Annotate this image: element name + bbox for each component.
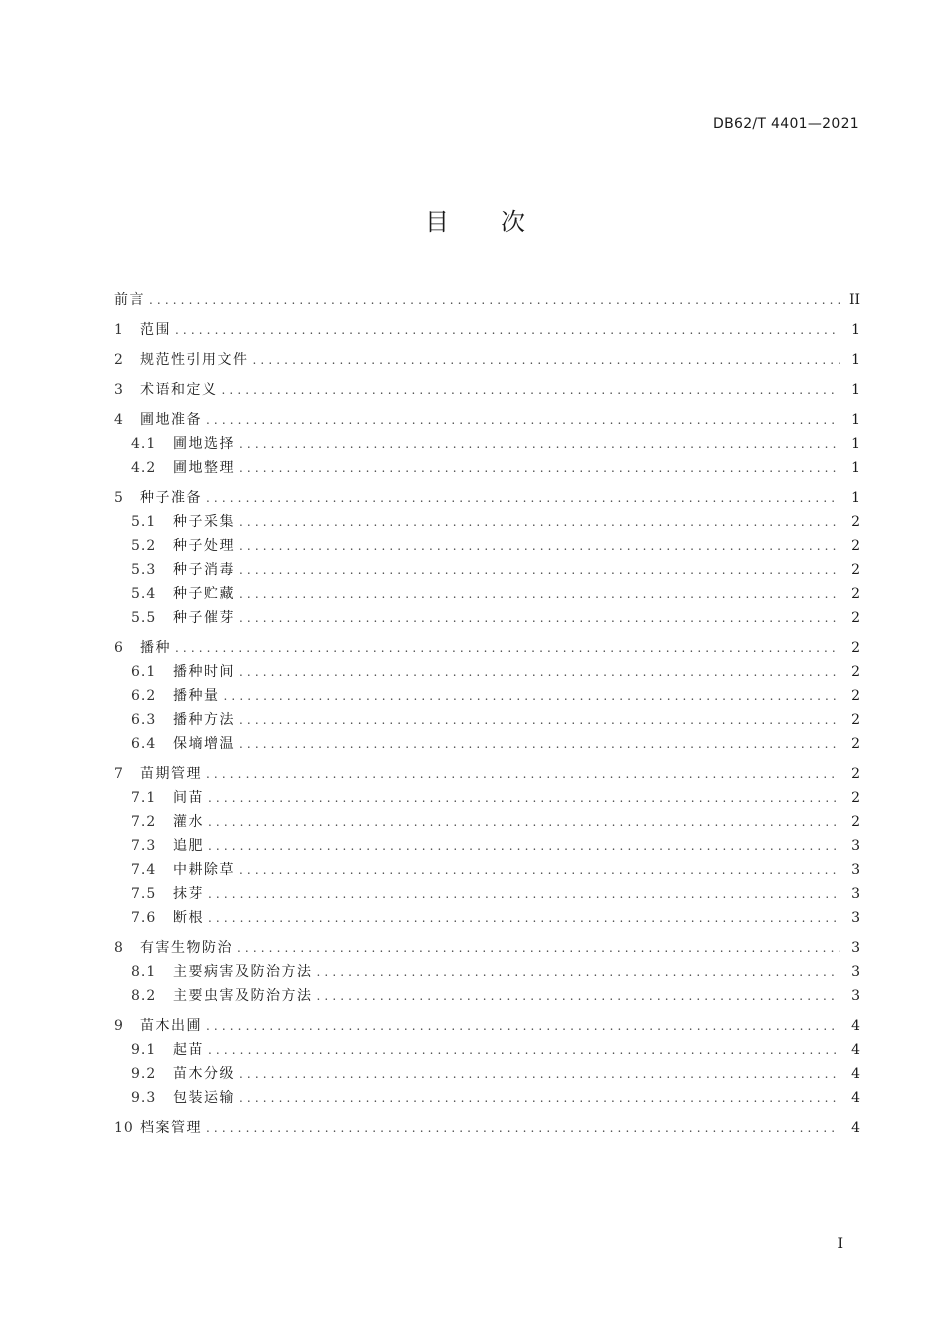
toc-dot-leader <box>239 708 840 732</box>
toc-dot-leader <box>239 858 840 882</box>
toc-entry-label: 种子准备 <box>140 490 202 506</box>
toc-entry-page: II <box>848 292 860 308</box>
toc-entry-number: 5.4 <box>131 586 157 602</box>
toc-dot-leader <box>239 660 840 684</box>
toc-dot-leader <box>175 636 840 660</box>
toc-entry-number: 4 <box>114 412 124 428</box>
toc-entry[interactable] <box>114 1062 860 1086</box>
toc-entry-page: 3 <box>851 838 860 854</box>
toc-entry[interactable] <box>114 660 860 684</box>
toc-entry[interactable] <box>114 684 860 708</box>
toc-entry-number: 10 <box>114 1120 134 1136</box>
toc-entry-number: 7.3 <box>131 838 157 854</box>
toc-entry-number: 7.4 <box>131 862 157 878</box>
toc-entry-label: 规范性引用文件 <box>140 352 249 368</box>
toc-entry[interactable] <box>114 1116 860 1140</box>
toc-entry-number: 8.1 <box>131 964 157 980</box>
toc-entry-number: 6.3 <box>131 712 157 728</box>
toc-entry-page: 2 <box>851 514 860 530</box>
document-code: DB62/T 4401—2021 <box>713 116 859 132</box>
toc-entry-page: 2 <box>851 586 860 602</box>
toc-entry-page: 2 <box>851 814 860 830</box>
toc-entry[interactable] <box>114 834 860 858</box>
toc-entry-label: 包装运输 <box>173 1090 235 1106</box>
toc-entry-page: 1 <box>851 460 860 476</box>
toc-entry-page: 3 <box>851 886 860 902</box>
toc-entry-label: 间苗 <box>173 790 204 806</box>
toc-entry-number: 6.4 <box>131 736 157 752</box>
toc-entry-page: 2 <box>851 712 860 728</box>
toc-entry[interactable] <box>114 936 860 960</box>
toc-entry-label: 种子处理 <box>173 538 235 554</box>
toc-entry-number: 5.5 <box>131 610 157 626</box>
table-of-contents <box>114 288 860 1140</box>
toc-entry-number: 7.5 <box>131 886 157 902</box>
toc-entry-label: 种子采集 <box>173 514 235 530</box>
toc-dot-leader <box>239 456 840 480</box>
toc-entry[interactable] <box>114 858 860 882</box>
toc-entry[interactable] <box>114 732 860 756</box>
toc-entry-page: 3 <box>851 988 860 1004</box>
toc-entry-number: 9.1 <box>131 1042 157 1058</box>
toc-entry[interactable] <box>114 606 860 630</box>
toc-entry-label: 灌水 <box>173 814 204 830</box>
toc-entry[interactable] <box>114 1038 860 1062</box>
toc-entry-page: 4 <box>851 1018 860 1034</box>
toc-entry[interactable] <box>114 456 860 480</box>
toc-entry-number: 8.2 <box>131 988 157 1004</box>
toc-entry-page: 2 <box>851 688 860 704</box>
toc-dot-leader <box>208 810 840 834</box>
toc-entry-label: 苗木分级 <box>173 1066 235 1082</box>
toc-dot-leader <box>206 1014 840 1038</box>
toc-entry[interactable] <box>114 510 860 534</box>
toc-entry-page: 2 <box>851 610 860 626</box>
toc-entry-number: 9.3 <box>131 1090 157 1106</box>
toc-entry-page: 3 <box>851 964 860 980</box>
toc-entry[interactable] <box>114 432 860 456</box>
toc-entry-page: 2 <box>851 664 860 680</box>
toc-dot-leader <box>239 432 840 456</box>
toc-entry-page: 1 <box>851 436 860 452</box>
toc-entry-label: 播种时间 <box>173 664 235 680</box>
toc-entry[interactable] <box>114 288 860 312</box>
toc-entry[interactable] <box>114 984 860 1008</box>
toc-entry-number: 8 <box>114 940 124 956</box>
toc-entry-number: 6.2 <box>131 688 157 704</box>
toc-entry-label: 圃地整理 <box>173 460 235 476</box>
toc-entry-label: 种子消毒 <box>173 562 235 578</box>
page-title: 目次 <box>425 208 577 236</box>
toc-dot-leader <box>239 534 840 558</box>
toc-dot-leader <box>253 348 841 372</box>
toc-entry-page: 4 <box>851 1090 860 1106</box>
toc-dot-leader <box>317 984 841 1008</box>
toc-dot-leader <box>206 762 840 786</box>
toc-entry-page: 2 <box>851 736 860 752</box>
toc-entry-page: 2 <box>851 766 860 782</box>
toc-entry-page: 1 <box>851 412 860 428</box>
toc-entry[interactable] <box>114 906 860 930</box>
toc-entry-page: 1 <box>851 382 860 398</box>
toc-entry-page: 2 <box>851 562 860 578</box>
toc-dot-leader <box>222 378 841 402</box>
toc-dot-leader <box>206 408 840 432</box>
toc-entry-page: 1 <box>851 322 860 338</box>
toc-dot-leader <box>317 960 841 984</box>
toc-entry[interactable] <box>114 1086 860 1110</box>
toc-entry-number: 7 <box>114 766 124 782</box>
toc-dot-leader <box>224 684 841 708</box>
toc-entry[interactable] <box>114 582 860 606</box>
toc-entry-label: 有害生物防治 <box>140 940 233 956</box>
toc-entry-number: 5 <box>114 490 124 506</box>
toc-entry-number: 5.2 <box>131 538 157 554</box>
toc-entry-label: 主要病害及防治方法 <box>173 964 313 980</box>
toc-entry-label: 起苗 <box>173 1042 204 1058</box>
toc-dot-leader <box>208 834 840 858</box>
toc-dot-leader <box>208 906 840 930</box>
toc-entry-label: 断根 <box>173 910 204 926</box>
toc-dot-leader <box>208 786 840 810</box>
toc-entry[interactable] <box>114 708 860 732</box>
toc-entry-label: 苗期管理 <box>140 766 202 782</box>
toc-entry[interactable] <box>114 1014 860 1038</box>
toc-entry-label: 苗木出圃 <box>140 1018 202 1034</box>
toc-entry-label: 范围 <box>140 322 171 338</box>
toc-entry-label: 圃地准备 <box>140 412 202 428</box>
toc-entry-page: 3 <box>851 940 860 956</box>
toc-entry-page: 4 <box>851 1066 860 1082</box>
toc-entry[interactable] <box>114 762 860 786</box>
toc-entry-label: 播种量 <box>173 688 220 704</box>
toc-dot-leader <box>239 582 840 606</box>
toc-entry-number: 7.1 <box>131 790 157 806</box>
toc-entry-page: 1 <box>851 352 860 368</box>
toc-entry[interactable] <box>114 318 860 342</box>
toc-dot-leader <box>175 318 840 342</box>
toc-dot-leader <box>237 936 840 960</box>
toc-entry-label: 档案管理 <box>140 1120 202 1136</box>
toc-entry[interactable] <box>114 960 860 984</box>
toc-entry-number: 5.3 <box>131 562 157 578</box>
toc-entry-number: 3 <box>114 382 124 398</box>
toc-dot-leader <box>208 882 840 906</box>
toc-entry-page: 2 <box>851 538 860 554</box>
toc-entry-page: 3 <box>851 862 860 878</box>
toc-entry-label: 抹芽 <box>173 886 204 902</box>
toc-entry-label: 圃地选择 <box>173 436 235 452</box>
toc-entry[interactable] <box>114 486 860 510</box>
toc-entry[interactable] <box>114 408 860 432</box>
toc-entry-number: 7.2 <box>131 814 157 830</box>
toc-entry-label: 前言 <box>114 292 145 308</box>
toc-entry-number: 4.2 <box>131 460 157 476</box>
toc-entry-number: 7.6 <box>131 910 157 926</box>
toc-entry-number: 9 <box>114 1018 124 1034</box>
toc-entry[interactable] <box>114 786 860 810</box>
toc-dot-leader <box>206 486 840 510</box>
toc-entry-number: 6 <box>114 640 124 656</box>
toc-entry-number: 6.1 <box>131 664 157 680</box>
toc-entry[interactable] <box>114 882 860 906</box>
toc-dot-leader <box>206 1116 840 1140</box>
toc-entry-label: 种子催芽 <box>173 610 235 626</box>
toc-entry-label: 追肥 <box>173 838 204 854</box>
toc-entry-page: 4 <box>851 1042 860 1058</box>
toc-entry-number: 5.1 <box>131 514 157 530</box>
toc-entry-label: 播种 <box>140 640 171 656</box>
toc-dot-leader <box>149 288 840 312</box>
toc-entry[interactable] <box>114 348 860 372</box>
toc-entry-label: 播种方法 <box>173 712 235 728</box>
toc-entry-page: 1 <box>851 490 860 506</box>
toc-entry[interactable] <box>114 558 860 582</box>
toc-dot-leader <box>208 1038 840 1062</box>
toc-dot-leader <box>239 1086 840 1110</box>
toc-entry-number: 9.2 <box>131 1066 157 1082</box>
toc-entry-number: 1 <box>114 322 124 338</box>
toc-entry-page: 2 <box>851 790 860 806</box>
toc-entry-number: 4.1 <box>131 436 157 452</box>
toc-entry[interactable] <box>114 810 860 834</box>
toc-entry[interactable] <box>114 534 860 558</box>
toc-entry-label: 中耕除草 <box>173 862 235 878</box>
toc-entry[interactable] <box>114 378 860 402</box>
toc-entry-page: 3 <box>851 910 860 926</box>
toc-dot-leader <box>239 558 840 582</box>
toc-entry-label: 主要虫害及防治方法 <box>173 988 313 1004</box>
toc-entry[interactable] <box>114 636 860 660</box>
toc-entry-label: 保墒增温 <box>173 736 235 752</box>
page-number: I <box>837 1236 843 1252</box>
toc-dot-leader <box>239 732 840 756</box>
toc-dot-leader <box>239 1062 840 1086</box>
toc-dot-leader <box>239 606 840 630</box>
toc-entry-label: 种子贮藏 <box>173 586 235 602</box>
toc-entry-page: 4 <box>851 1120 860 1136</box>
toc-dot-leader <box>239 510 840 534</box>
toc-entry-page: 2 <box>851 640 860 656</box>
toc-entry-label: 术语和定义 <box>140 382 218 398</box>
toc-entry-number: 2 <box>114 352 124 368</box>
